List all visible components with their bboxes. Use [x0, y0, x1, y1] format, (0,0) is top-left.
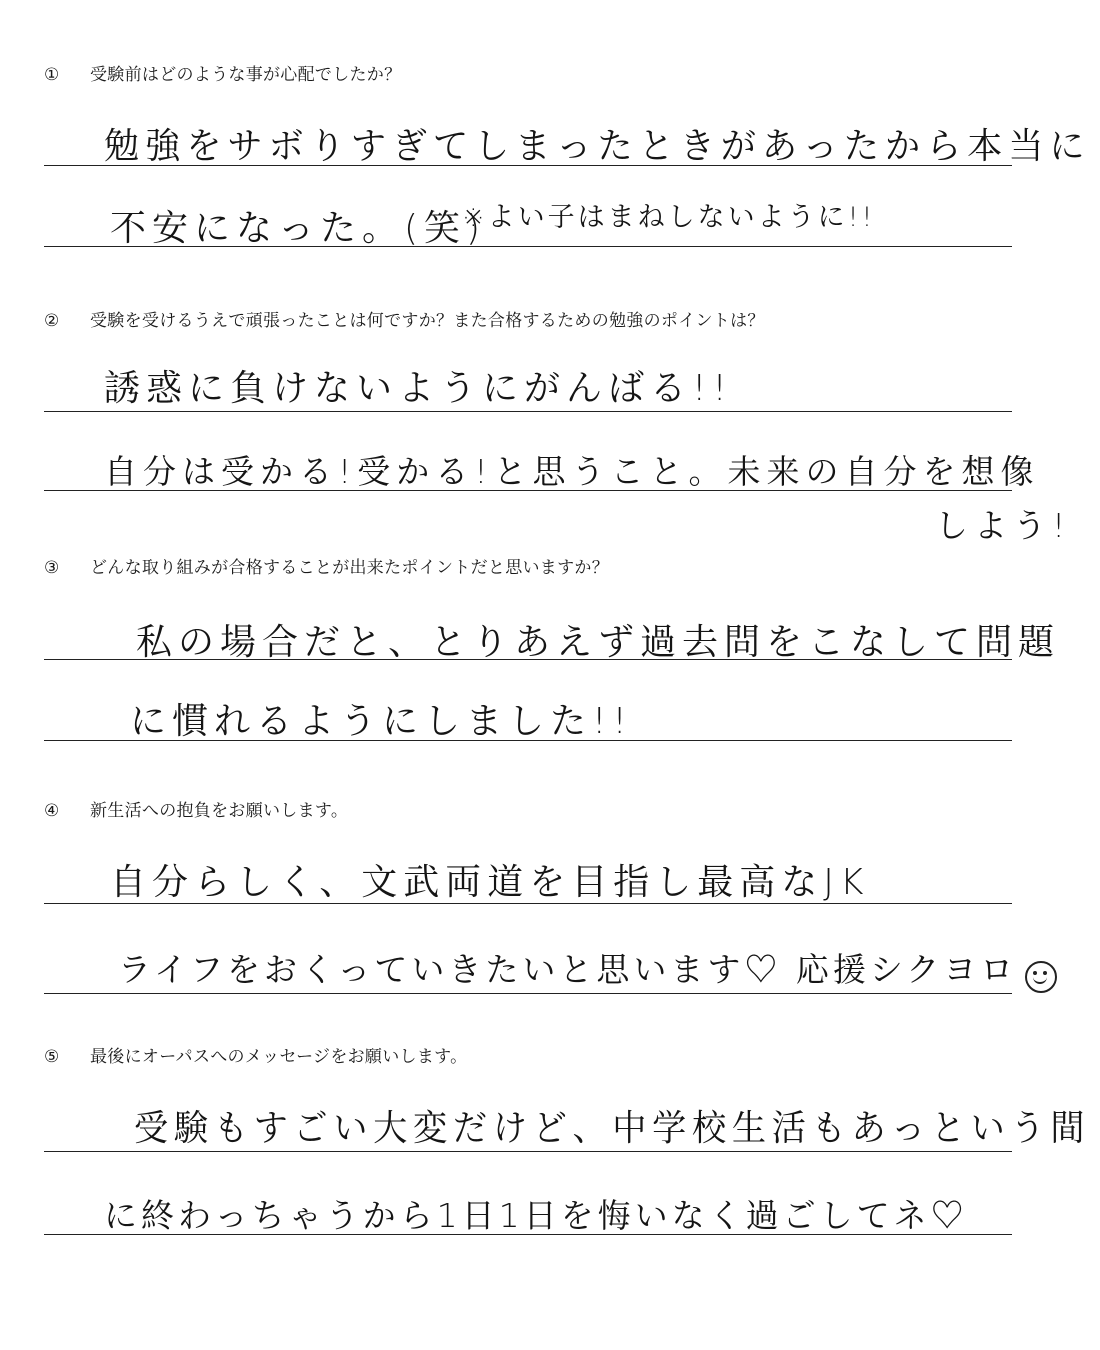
- question-text: どんな取り組みが合格することが出来たポイントだと思いますか？: [90, 558, 609, 578]
- question-5: [44, 1042, 467, 1067]
- answer-line: 受験もすごい大変だけど、中学校生活もあっという間: [134, 1108, 1091, 1149]
- answer-rule: [44, 993, 1012, 994]
- question-2: [44, 306, 765, 331]
- answer-line: 自分らしく、文武両道を目指し最高なJK: [110, 862, 870, 903]
- question-text: 受験前はどのような事が心配でしたか？: [90, 65, 402, 85]
- answer-rule: [44, 740, 1012, 741]
- question-number: ④: [44, 801, 60, 821]
- answer-line-with-icon: [118, 944, 1057, 993]
- question-number: ①: [44, 65, 60, 85]
- answer-rule: [44, 246, 1012, 247]
- question-3: [44, 553, 609, 578]
- question-number: ②: [44, 311, 60, 331]
- answer-note: ※よい子はまねしないように!!: [462, 202, 876, 233]
- answer-rule: [44, 1151, 1012, 1152]
- answer-line: 不安になった。(笑): [110, 208, 487, 249]
- answer-line: 誘惑に負けないようにがんばる!!: [104, 368, 733, 409]
- answer-rule: [44, 490, 1012, 491]
- answer-line: に終わっちゃうから1日1日を悔いなく過ごしてネ♡: [104, 1196, 968, 1235]
- answer-line: ライフをおくっていきたいと思います♡ 応援シクヨロ: [118, 950, 1018, 989]
- question-text: 最後にオーパスへのメッセージをお願いします。: [90, 1047, 468, 1067]
- answer-rule: [44, 903, 1012, 904]
- answer-line: 私の場合だと、とりあえず過去問をこなして問題: [136, 622, 1061, 663]
- question-text: 受験を受けるうえで頑張ったことは何ですか？また合格するための勉強のポイントは？: [90, 311, 765, 331]
- question-4: [44, 796, 348, 821]
- answer-rule: [44, 165, 1012, 166]
- answer-line: に慣れるようにしました!!: [130, 701, 633, 742]
- answer-rule: [44, 1234, 1012, 1235]
- question-1: [44, 60, 401, 85]
- answer-line: しよう!: [935, 506, 1072, 545]
- answer-line: 勉強をサボりすぎてしまったときがあったから本当に: [104, 126, 1091, 167]
- answer-rule: [44, 659, 1012, 660]
- question-text: 新生活への抱負をお願いします。: [90, 801, 349, 821]
- question-number: ③: [44, 558, 60, 578]
- smiley-face-icon: [1025, 961, 1057, 993]
- question-number: ⑤: [44, 1047, 60, 1067]
- answer-rule: [44, 411, 1012, 412]
- answer-line: 自分は受かる!受かる!と思うこと。未来の自分を想像: [104, 452, 1040, 491]
